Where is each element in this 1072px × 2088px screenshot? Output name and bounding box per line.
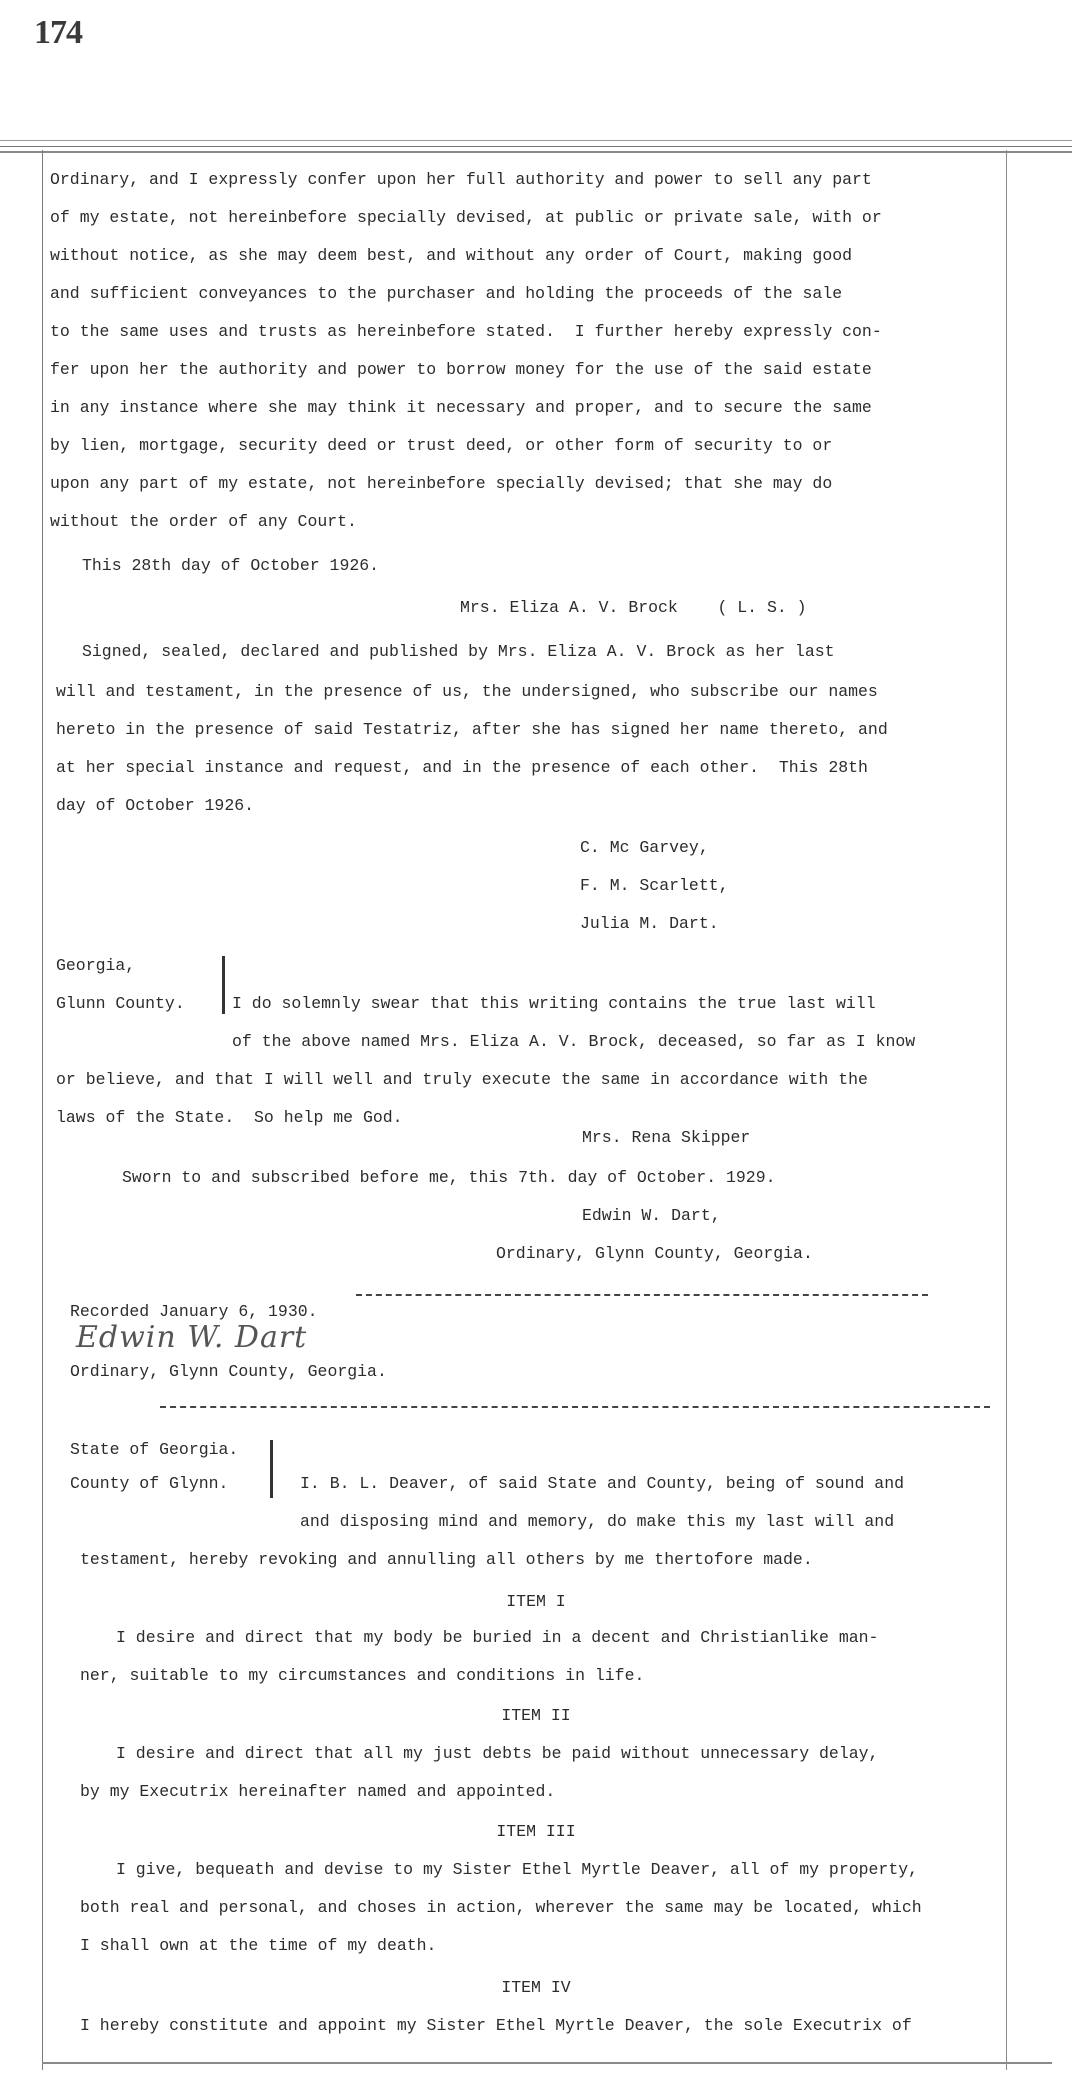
will-line: by lien, mortgage, security deed or trust deed, or other form of security to or [50,436,833,455]
deaver-state: State of Georgia. [70,1440,239,1459]
will-line: of my estate, not hereinbefore specially devised, at public or private sale, with or [50,208,882,227]
oath-state: Georgia, [56,956,136,975]
item-line: I desire and direct that my body be buried in a decent and Christianlike man- [116,1628,879,1647]
item-line: I give, bequeath and devise to my Sister Ethel Myrtle Deaver, all of my property, [116,1860,919,1879]
dashed-divider [356,1294,928,1296]
witness: C. Mc Garvey, [580,838,709,857]
page-number: 174 [34,14,82,51]
will-line: and sufficient conveyances to the purchaser and holding the proceeds of the sale [50,284,843,303]
item-heading: ITEM IV [501,1978,571,1997]
item-heading: ITEM II [501,1706,571,1725]
attestation-line: Signed, sealed, declared and published by Mrs. Eliza A. V. Brock as her last [82,642,835,661]
bracket [222,956,225,1014]
recording-title: Ordinary, Glynn County, Georgia. [70,1362,387,1381]
attestation-line: at her special instance and request, and in the presence of each other. This 28th [56,758,868,777]
frame-right [1006,150,1007,2070]
will-line: fer upon her the authority and power to borrow money for the use of the said estate [50,360,872,379]
deaver-intro: and disposing mind and memory, do make this my last will and [300,1512,895,1531]
item-line: by my Executrix hereinafter named and appointed. [80,1782,556,1801]
top-rule-inner [0,146,1072,147]
sworn-statement: Sworn to and subscribed before me, this 7th. day of October. 1929. [122,1168,776,1187]
oath-county: Glunn County. [56,994,185,1013]
attestation-line: will and testament, in the presence of us, the undersigned, who subscribe our names [56,682,878,701]
deaver-county: County of Glynn. [70,1474,229,1493]
affiant: Mrs. Rena Skipper [582,1128,751,1147]
deaver-intro: I. B. L. Deaver, of said State and County, being of sound and [300,1474,904,1493]
frame-left [42,150,43,2070]
deaver-intro: testament, hereby revoking and annulling all others by me thertofore made. [80,1550,813,1569]
will-date: This 28th day of October 1926. [82,556,380,575]
attestation-line: day of October 1926. [56,796,255,815]
top-rule-heavy [0,151,1072,153]
oath-line: or believe, and that I will well and truly execute the same in accordance with the [56,1070,868,1089]
testatrix-signature: Mrs. Eliza A. V. Brock ( L. S. ) [460,598,807,617]
will-line: to the same uses and trusts as hereinbefore stated. I further hereby expressly con- [50,322,882,341]
item-line: I hereby constitute and appoint my Sister Ethel Myrtle Deaver, the sole Executrix of [80,2016,912,2035]
item-heading: ITEM I [506,1592,566,1611]
item-line: ner, suitable to my circumstances and conditions in life. [80,1666,645,1685]
item-line: I shall own at the time of my death. [80,1936,437,1955]
dashed-divider [160,1406,990,1408]
oath-line: laws of the State. So help me God. [56,1108,403,1127]
oath-line: of the above named Mrs. Eliza A. V. Brock, deceased, so far as I know [232,1032,916,1051]
will-line: without the order of any Court. [50,512,357,531]
witness: F. M. Scarlett, [580,876,729,895]
top-rule [0,140,1072,141]
item-heading: ITEM III [496,1822,576,1841]
recorded-date: Recorded January 6, 1930. [70,1302,318,1321]
oath-line: I do solemnly swear that this writing contains the true last will [232,994,876,1013]
bracket [270,1440,273,1498]
official-name: Edwin W. Dart, [582,1206,721,1225]
will-line: without notice, as she may deem best, and without any order of Court, making good [50,246,853,265]
ordinary-signature: Edwin W. Dart [76,1320,308,1355]
bottom-rule [42,2062,1052,2064]
attestation-line: hereto in the presence of said Testatriz, after she has signed her name thereto, and [56,720,888,739]
item-line: I desire and direct that all my just debts be paid without unnecessary delay, [116,1744,879,1763]
official-title: Ordinary, Glynn County, Georgia. [496,1244,813,1263]
will-line: upon any part of my estate, not hereinbefore specially devised; that she may do [50,474,833,493]
item-line: both real and personal, and choses in action, wherever the same may be located, which [80,1898,922,1917]
witness: Julia M. Dart. [580,914,719,933]
will-line: Ordinary, and I expressly confer upon her full authority and power to sell any part [50,170,872,189]
will-line: in any instance where she may think it necessary and proper, and to secure the same [50,398,872,417]
